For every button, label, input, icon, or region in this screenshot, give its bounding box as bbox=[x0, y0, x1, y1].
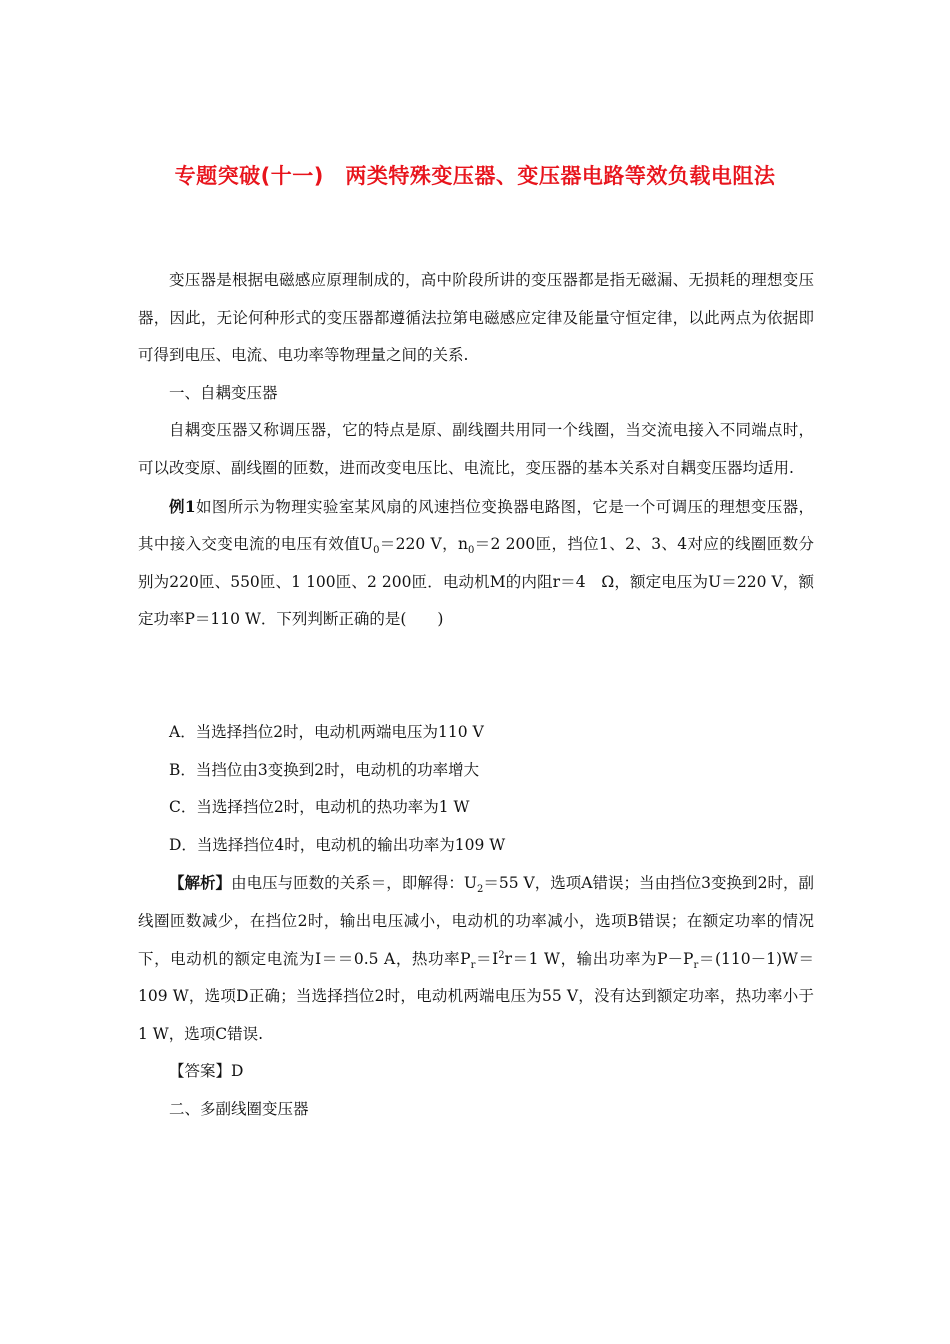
option-b: B．当挡位由3变换到2时，电动机的功率增大 bbox=[169, 760, 480, 779]
page-title: 专题突破(十一) 两类特殊变压器、变压器电路等效负载电阻法 bbox=[174, 164, 776, 188]
example-label: 例1 bbox=[169, 496, 196, 516]
analysis-label: 【解析】 bbox=[169, 873, 232, 893]
analysis-paragraph: 【解析】由电压与匝数的关系＝，即解得：$U_2=55$ V，选项A错误；当由挡位3变换到2时，副线圈匝数减少，在挡位2时，输出电压减小，电动机的功率减小，选项B错误；在额定功率的情况下，电动机的额定电流为I＝＝0.5 A，热功率$P_r=I^2r=1$ W，输出功率为$P-P_r=(110-1)W=109$ W，选项D正确；当选择挡位2时，电动机两端电压为55 V，没有达到额定功率，热功率小于1 W，选项C错误. bbox=[138, 873, 815, 1043]
section-heading-multi-secondary: 二、多副线圈变压器 bbox=[169, 1099, 309, 1118]
option-d: D．当选择挡位4时，电动机的输出功率为109 W bbox=[169, 835, 506, 854]
option-c: C．当选择挡位2时，电动机的热功率为1 W bbox=[169, 798, 470, 817]
example-1-paragraph: 例1如图所示为物理实验室某风扇的风速挡位变换器电路图，它是一个可调压的理想变压器，其中接入交变电流的电压有效值$U_0=220$ V，$n_0=2$ 200匝，挡位1、2、3、4对应的线圈匝数分别为220匝、550匝、1 100匝、2 200匝．电动机M的内阻r＝4 Ω，额定电压为U＝220 V，额定功率P＝110 W．下列判断正确的是( ) bbox=[138, 496, 814, 629]
figure-placeholder bbox=[138, 639, 814, 714]
autotransformer-paragraph: 自耦变压器又称调压器，它的特点是原、副线圈共用同一个线圈，当交流电接入不同端点时，可以改变原、副线圈的匝数，进而改变电压比、电流比，变压器的基本关系对自耦变压器均适用. bbox=[138, 421, 814, 477]
option-a: A．当选择挡位2时，电动机两端电压为110 V bbox=[169, 722, 484, 741]
document-body bbox=[138, 262, 814, 1128]
intro-paragraph: 变压器是根据电磁感应原理制成的，高中阶段所讲的变压器都是指无磁漏、无损耗的理想变压器，因此，无论何种形式的变压器都遵循法拉第电磁感应定律及能量守恒定律，以此两点为依据即可得到电压、电流、电功率等物理量之间的关系. bbox=[138, 271, 814, 365]
section-heading-autotransformer: 一、自耦变压器 bbox=[169, 383, 278, 402]
answer-line: 【答案】D bbox=[169, 1062, 244, 1081]
